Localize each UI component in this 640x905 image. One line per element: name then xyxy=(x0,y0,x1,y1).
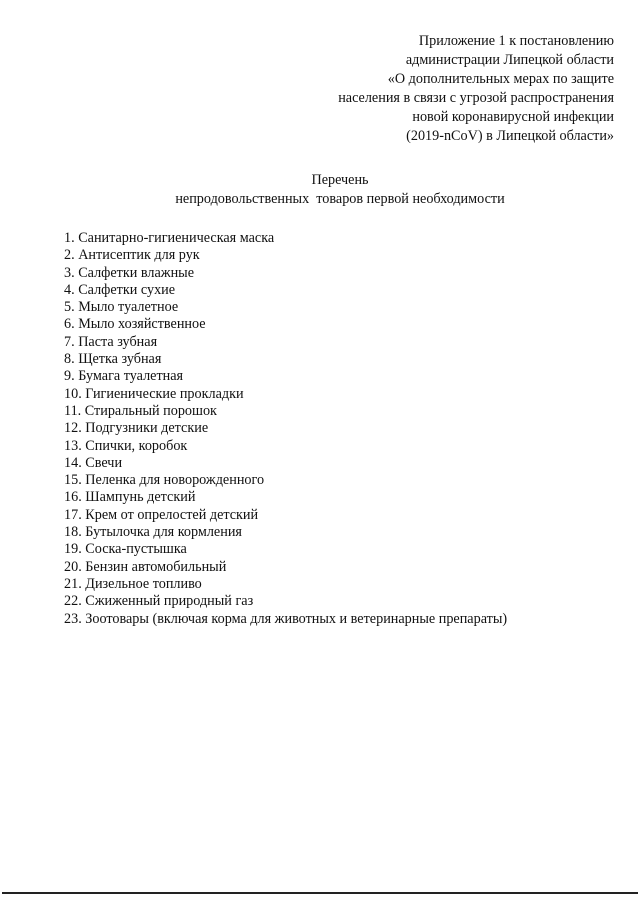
list-item: 3. Салфетки влажные xyxy=(64,264,194,281)
title-line-2: непродовольственных товаров первой необходимости xyxy=(175,191,505,207)
list-item: 18. Бутылочка для кормления xyxy=(64,524,242,541)
list-item: 8. Щетка зубная xyxy=(64,351,162,368)
list-item: 23. Зоотовары (включая корма для животных и ветеринарные препараты) xyxy=(64,610,508,627)
list-item: 19. Соска-пустышка xyxy=(64,541,187,558)
list-item: 17. Крем от опрелостей детский xyxy=(64,506,259,523)
list-item: 11. Стиральный порошок xyxy=(64,402,217,419)
page-bottom-rule xyxy=(2,892,638,894)
list-item: 1. Санитарно-гигиеническая маска xyxy=(64,230,275,246)
list-item: 22. Сжиженный природный газ xyxy=(64,593,254,610)
list-item: 9. Бумага туалетная xyxy=(64,368,184,385)
list-item: 10. Гигиенические прокладки xyxy=(64,385,244,402)
title-line-1: Перечень xyxy=(311,172,369,188)
appendix-line: (2019-nCoV) в Липецкой области» xyxy=(406,128,614,144)
appendix-line: Приложение 1 к постановлению xyxy=(418,33,614,49)
list-item: 2. Антисептик для рук xyxy=(64,247,200,264)
document-title xyxy=(0,171,640,209)
list-item: 7. Паста зубная xyxy=(64,333,158,350)
list-item: 20. Бензин автомобильный xyxy=(64,558,227,575)
list-item: 12. Подгузники детские xyxy=(64,420,209,437)
appendix-line: населения в связи с угрозой распространения xyxy=(338,90,614,106)
appendix-line: новой коронавирусной инфекции xyxy=(412,109,614,125)
list-item: 16. Шампунь детский xyxy=(64,489,196,506)
goods-list xyxy=(64,230,624,628)
list-item: 15. Пеленка для новорожденного xyxy=(64,472,265,489)
list-item: 5. Мыло туалетное xyxy=(64,299,179,316)
list-item: 4. Салфетки сухие xyxy=(64,281,176,298)
appendix-line: администрации Липецкой области xyxy=(405,52,614,68)
list-item: 6. Мыло хозяйственное xyxy=(64,316,206,333)
list-item: 13. Спички, коробок xyxy=(64,437,188,454)
list-item: 14. Свечи xyxy=(64,454,123,471)
appendix-header xyxy=(254,32,614,146)
appendix-line: «О дополнительных мерах по защите xyxy=(387,71,614,87)
list-item: 21. Дизельное топливо xyxy=(64,575,202,592)
